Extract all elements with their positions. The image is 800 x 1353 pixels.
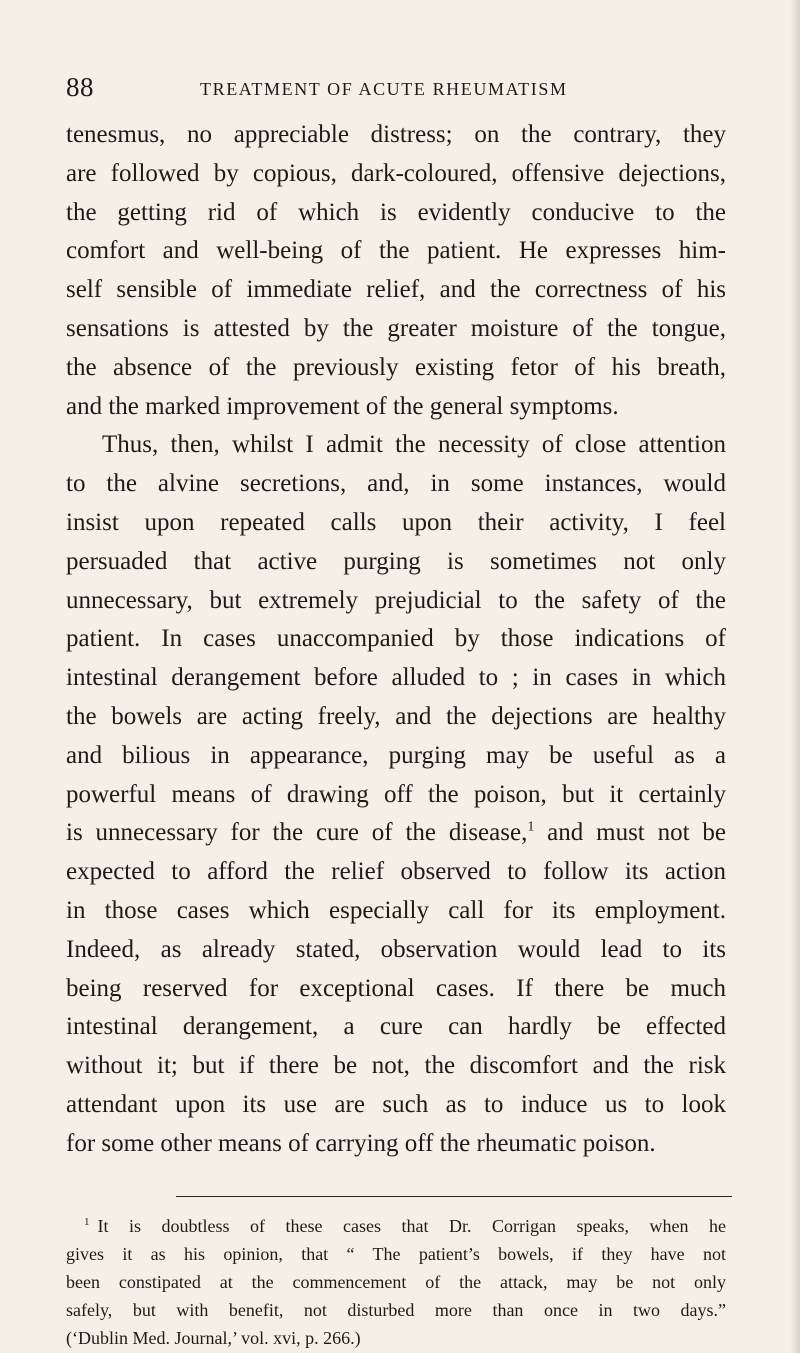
footnote [66,1212,726,1352]
body-text [66,116,726,1164]
footnote-reference[interactable]: 1 [527,820,535,836]
text-line: for some other means of carrying off the rheumatic poison. [66,1129,656,1157]
text-line: sensations is attested by the greater moisture of the tongue, [66,314,726,342]
text-line: are followed by copious, dark-coloured, offensive dejections, [66,159,726,187]
footnote-line: been constipated at the commencement of the attack, may be not only [66,1272,726,1292]
text-line: and the marked improvement of the general symptoms. [66,392,619,420]
footnote-text: It is doubtless of these cases that Dr. Corrigan speaks, when he [97,1216,726,1236]
text-line: attendant upon its use are such as to induce us to look [66,1090,726,1118]
text-line: in those cases which especially call for its employment. [66,896,726,924]
text-line: persuaded that active purging is sometimes not only [66,547,726,575]
footnote-divider [176,1196,732,1197]
text-line: expected to afford the relief observed to follow its action [66,858,726,886]
text-line: insist upon repeated calls upon their activity, I feel [66,508,726,536]
text-segment: is unnecessary for the cure of the disease, [66,819,528,847]
footnote-line [66,1212,726,1240]
footnote-mark: 1 [84,1216,90,1228]
text-line: tenesmus, no appreciable distress; on the contrary, they [66,121,726,148]
text-line: the absence of the previously existing fetor of his breath, [66,353,726,381]
text-line: intestinal derangement before alluded to ; in cases in which [66,664,726,692]
text-line: and bilious in appearance, purging may be useful as a [66,741,726,769]
text-line: patient. In cases unaccompanied by those indications of [66,625,726,653]
text-line: being reserved for exceptional cases. If there be much [66,974,726,1002]
text-line-with-footnote-ref [66,814,726,853]
text-line: unnecessary, but extremely prejudicial to the safety of the [66,586,726,614]
text-line: the getting rid of which is evidently conducive to the [66,198,726,226]
text-line: powerful means of drawing off the poison, but it certainly [66,780,726,808]
text-segment: and must not be [534,819,726,847]
text-line: self sensible of immediate relief, and the correctness of his [66,276,726,304]
text-line: the bowels are acting freely, and the dejections are healthy [66,702,726,730]
text-line: without it; but if there be not, the discomfort and the risk [66,1052,726,1080]
text-line: intestinal derangement, a cure can hardly be effected [66,1013,726,1041]
footnote-line: safely, but with benefit, not disturbed more than once in two days.” [66,1300,726,1320]
text-line: comfort and well-being of the patient. He expresses him- [66,237,726,265]
paragraph-start-line: Thus, then, whilst I admit the necessity of close attention [102,431,726,459]
page-number: 88 [66,72,94,102]
text-line: to the alvine secretions, and, in some instances, would [66,470,726,498]
footnote-line: gives it as his opinion, that “ The patient’s bowels, if they have not [66,1244,726,1264]
running-head: TREATMENT OF ACUTE RHEUMATISM [200,79,568,99]
footnote-citation-line: (‘Dublin Med. Journal,’ vol. xvi, p. 266.) [66,1328,361,1348]
page-header [66,72,766,112]
page-edge-shadow [790,0,800,1353]
text-line: Indeed, as already stated, observation would lead to its [66,935,726,963]
